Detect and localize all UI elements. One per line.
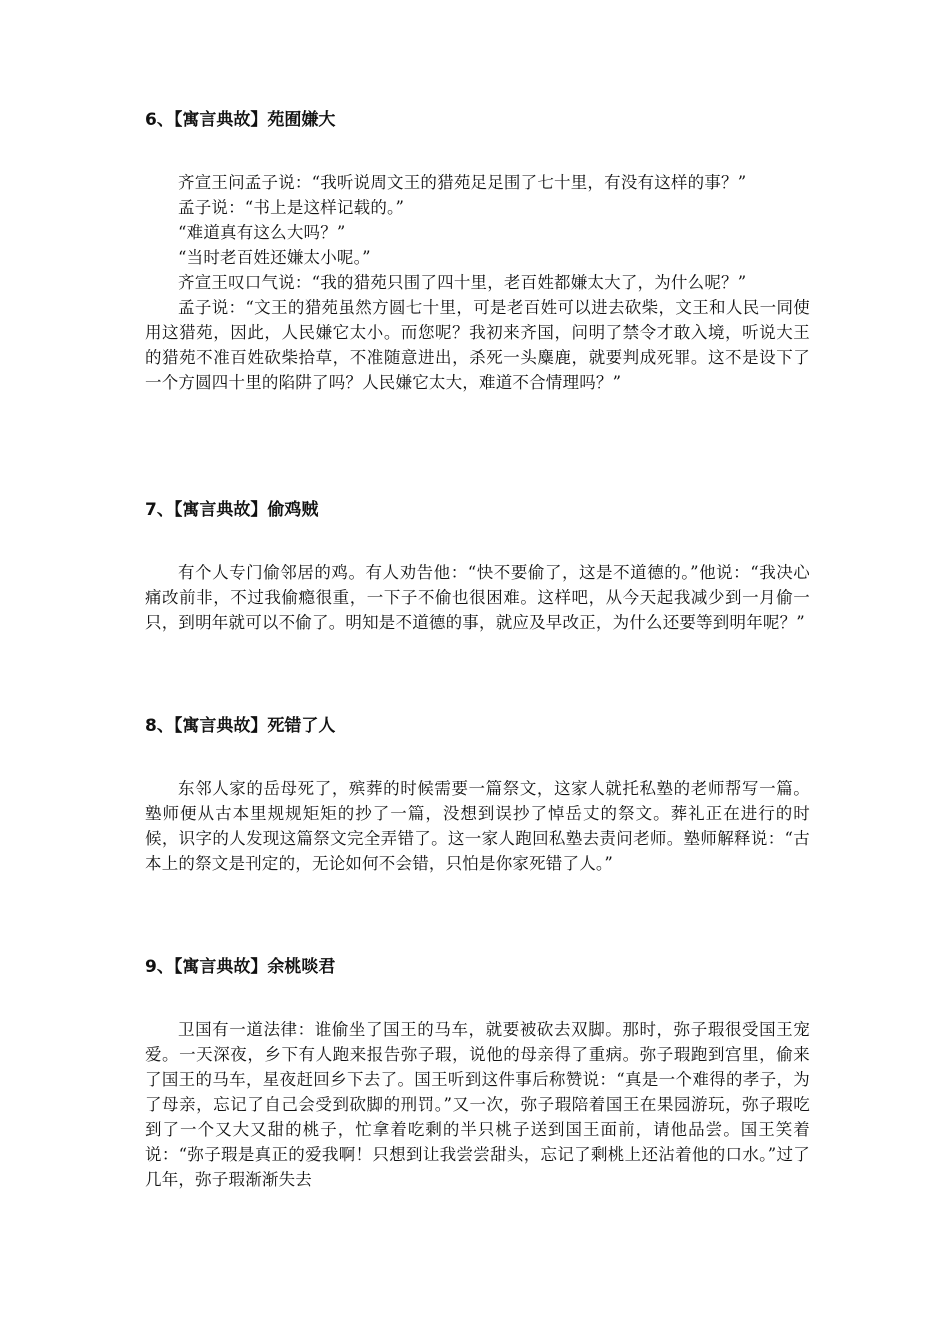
section-9 <box>145 955 810 1192</box>
paragraph: 孟子说：“文王的猎苑虽然方圆七十里，可是老百姓可以进去砍柴，文王和人民一同使用这猎苑，因此，人民嫌它太小。而您呢？我初来齐国，问明了禁令才敢入境，听说大王的猎苑不准百姓砍柴拾草，不准随意进出，杀死一头麋鹿，就要判成死罪。这不是设下了一个方圆四十里的陷阱了吗？人民嫌它太大，难道不合情理吗？” <box>145 298 810 392</box>
section-6 <box>145 108 810 395</box>
paragraph: 孟子说：“书上是这样记载的。” <box>178 198 405 217</box>
section-heading: 6、【寓言典故】苑囿嫌大 <box>145 110 336 130</box>
paragraph: “当时老百姓还嫌太小呢。” <box>178 248 371 267</box>
paragraph: 有个人专门偷邻居的鸡。有人劝告他：“快不要偷了，这是不道德的。”他说：“我决心痛改前非，不过我偷瘾很重，一下子不偷也很困难。这样吧，从今天起我减少到一月偷一只，到明年就可以不偷了。明知是不道德的事，就应及早改正，为什么还要等到明年呢？” <box>145 563 810 632</box>
paragraph: 齐宣王问孟子说：“我听说周文王的猎苑足足围了七十里，有没有这样的事？” <box>178 173 747 192</box>
section-heading: 9、【寓言典故】余桃啖君 <box>145 957 336 977</box>
paragraph: 东邻人家的岳母死了，殡葬的时候需要一篇祭文，这家人就托私塾的老师帮写一篇。塾师便从古本里规规矩矩的抄了一篇，没想到误抄了悼岳丈的祭文。葬礼正在进行的时候，识字的人发现这篇祭文完全弄错了。这一家人跑回私塾去责问老师。塾师解释说：“古本上的祭文是刊定的，无论如何不会错，只怕是你家死错了人。” <box>145 779 810 873</box>
section-8 <box>145 714 810 876</box>
paragraph: 齐宣王叹口气说：“我的猎苑只围了四十里，老百姓都嫌太大了，为什么呢？” <box>178 273 747 292</box>
paragraph: 卫国有一道法律：谁偷坐了国王的马车，就要被砍去双脚。那时，弥子瑕很受国王宠爱。一天深夜，乡下有人跑来报告弥子瑕，说他的母亲得了重病。弥子瑕跑到宫里，偷来了国王的马车，星夜赶回乡下去了。国王听到这件事后称赞说：“真是一个难得的孝子，为了母亲，忘记了自己会受到砍脚的刑罚。”又一次，弥子瑕陪着国王在果园游玩，弥子瑕吃到了一个又大又甜的桃子，忙拿着吃剩的半只桃子送到国王面前，请他品尝。国王笑着说：“弥子瑕是真正的爱我啊！只想到让我尝尝甜头，忘记了剩桃上还沾着他的口水。”过了几年，弥子瑕渐渐失去 <box>145 1020 810 1189</box>
section-heading: 8、【寓言典故】死错了人 <box>145 716 336 736</box>
paragraph: “难道真有这么大吗？” <box>178 223 346 242</box>
section-7 <box>145 498 810 635</box>
section-heading: 7、【寓言典故】偷鸡贼 <box>145 500 319 520</box>
